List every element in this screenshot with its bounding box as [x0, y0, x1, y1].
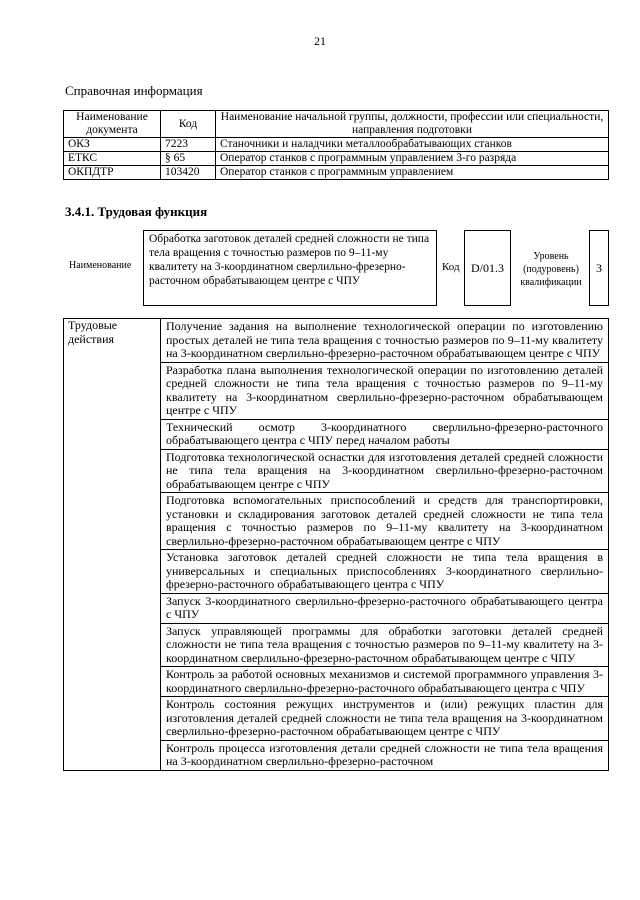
- header-code: Код: [161, 111, 216, 138]
- qualification-level: 3: [596, 261, 602, 275]
- table-row: [64, 319, 609, 363]
- reference-row: [64, 166, 609, 180]
- page-bottom-margin: [0, 866, 640, 900]
- function-code-label: Код: [442, 261, 460, 273]
- labor-action: Установка заготовок деталей средней сложности не типа тела вращения в универсальных и специальных приспособлениях 3-координатного сверлильно-фрезерно-расточного обрабатывающего центра с ЧПУ: [161, 550, 609, 594]
- function-name: Обработка заготовок деталей средней сложности не типа тела вращения с точностью размеров по 9–11-му квалитету на 3-координатном сверлильно-фрезерно-расточном обрабатывающем центре с ЧПУ: [143, 230, 437, 306]
- reference-code: 103420: [161, 166, 216, 180]
- reference-name: Оператор станков с программным управлением: [216, 166, 609, 180]
- function-name-label: Наименование: [69, 260, 132, 271]
- reference-row: [64, 138, 609, 152]
- reference-header-row: [64, 111, 609, 138]
- labor-action: Запуск 3-координатного сверлильно-фрезерно-расточного обрабатывающего центра с ЧПУ: [161, 593, 609, 623]
- reference-name: Станочники и наладчики металлообрабатывающих станков: [216, 138, 609, 152]
- reference-doc: ЕТКС: [64, 152, 161, 166]
- labor-action: Контроль за работой основных механизмов и системой программного управления 3-координатного сверлильно-фрезерно-расточного обрабатывающего центра с ЧПУ: [161, 667, 609, 697]
- labor-action: Запуск управляющей программы для обработки заготовки деталей средней сложности не типа тела вращения с точностью размеров по 9–11-му квалитету на 3-координатном сверлильно-фрезерно-расточном обрабатывающем центре с ЧПУ: [161, 623, 609, 667]
- labor-actions-category: Трудовые действия: [64, 319, 161, 771]
- reference-doc: ОКПДТР: [64, 166, 161, 180]
- reference-doc: ОКЗ: [64, 138, 161, 152]
- labor-actions-table: [63, 318, 609, 771]
- page-number: 21: [314, 34, 326, 48]
- qualification-level-box: [589, 230, 609, 306]
- qualification-level-label: Уровень (подуровень) квалификации: [520, 251, 582, 288]
- reference-code: § 65: [161, 152, 216, 166]
- header-doc-name: Наименование документа: [64, 111, 161, 138]
- header-group-name: Наименование начальной группы, должности, профессии или специальности, направления подготовки: [216, 111, 609, 138]
- reference-row: [64, 152, 609, 166]
- function-code: D/01.3: [471, 261, 504, 275]
- labor-action: Технический осмотр 3-координатного сверлильно-фрезерно-расточного обрабатывающего центра с ЧПУ перед началом работы: [161, 419, 609, 449]
- function-code-box: [464, 230, 511, 306]
- reference-code: 7223: [161, 138, 216, 152]
- section-title: 3.4.1. Трудовая функция: [65, 204, 208, 219]
- labor-action: Подготовка вспомогательных приспособлений и средств для транспортировки, установки и складирования заготовок деталей средней сложности не типа тела вращения с точностью размеров по 9–11-му квалитету на 3-координатном сверлильно-фрезерно-расточном обрабатывающем центре с ЧПУ: [161, 493, 609, 550]
- labor-action: Контроль процесса изготовления детали средней сложности не типа тела вращения на 3-координатном сверлильно-фрезерно-расточном: [161, 740, 609, 770]
- reference-name: Оператор станков с программным управлением 3-го разряда: [216, 152, 609, 166]
- labor-action: Получение задания на выполнение технологической операции по изготовлению простых деталей не типа тела вращения с точностью размеров по 9–11-му квалитету на 3-координатном сверлильно-фрезерно-расточном обрабатывающем центре с ЧПУ: [161, 319, 609, 363]
- reference-table: [63, 110, 609, 180]
- reference-title: Справочная информация: [65, 83, 203, 98]
- labor-action: Разработка плана выполнения технологической операции по изготовлению деталей средней сложности не типа тела вращения с точностью размеров по 9–11-му квалитету на 3-координатном сверлильно-фрезерно-расточном обрабатывающем центре с ЧПУ: [161, 362, 609, 419]
- labor-action: Контроль состояния режущих инструментов и (или) режущих пластин для изготовления деталей средней сложности не типа тела вращения на 3-координатном сверлильно-фрезерно-расточном обрабатывающем центре с ЧПУ: [161, 697, 609, 741]
- labor-action: Подготовка технологической оснастки для изготовления деталей средней сложности не типа тела вращения на 3-координатном сверлильно-фрезерно-расточном обрабатывающем центре с ЧПУ: [161, 449, 609, 493]
